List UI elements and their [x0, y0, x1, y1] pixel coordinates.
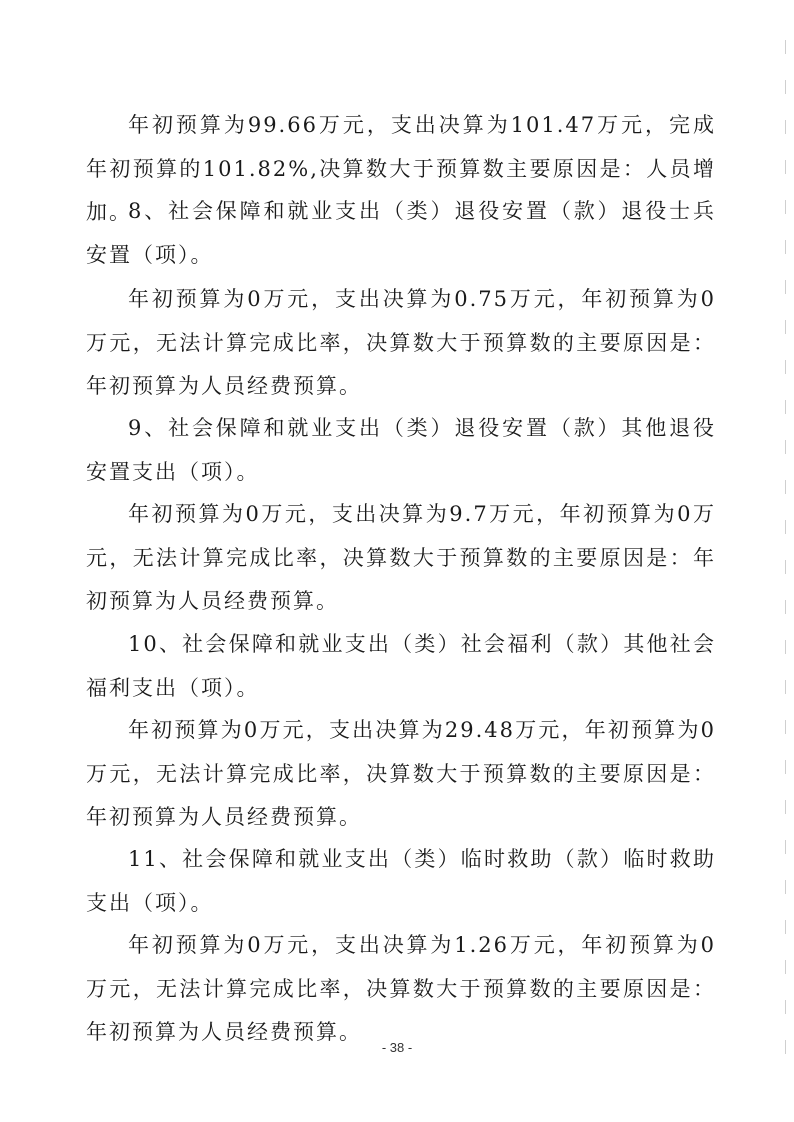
- paragraph-item-9-detail: 年初预算为0万元，支出决算为9.7万元，年初预算为0万元，无法计算完成比率，决算数大于预算数的主要原因是：年初预算为人员经费预算。: [86, 502, 716, 613]
- paragraph-item-10-heading: 10、社会保障和就业支出（类）社会福利（款）其他社会福利支出（项）。: [86, 632, 716, 700]
- paragraph-item-10-detail: 年初预算为0万元，支出决算为29.48万元，年初预算为0万元，无法计算完成比率，决算数大于预算数的主要原因是：年初预算为人员经费预算。: [86, 718, 716, 829]
- paragraph-item-8-detail: 年初预算为0万元，支出决算为0.75万元，年初预算为0万元，无法计算完成比率，决算数大于预算数的主要原因是：年初预算为人员经费预算。: [86, 287, 716, 398]
- paragraph-budget-item-7-detail: 年初预算为99.66万元，支出决算为101.47万元，完成年初预算的101.82%,决算数大于预算数主要原因是：人员增加。: [86, 113, 716, 224]
- page-number: - 38 -: [381, 1040, 413, 1055]
- scan-edge-line: [785, 40, 786, 1080]
- paragraph-item-8-heading: 8、社会保障和就业支出（类）退役安置（款）退役士兵安置（项）。: [86, 199, 716, 267]
- paragraph-item-11-detail: 年初预算为0万元，支出决算为1.26万元，年初预算为0万元，无法计算完成比率，决算数大于预算数的主要原因是：年初预算为人员经费预算。: [86, 933, 716, 1044]
- paragraph-item-11-heading: 11、社会保障和就业支出（类）临时救助（款）临时救助支出（项）。: [86, 847, 716, 915]
- paragraph-item-9-heading: 9、社会保障和就业支出（类）退役安置（款）其他退役安置支出（项）。: [86, 416, 716, 484]
